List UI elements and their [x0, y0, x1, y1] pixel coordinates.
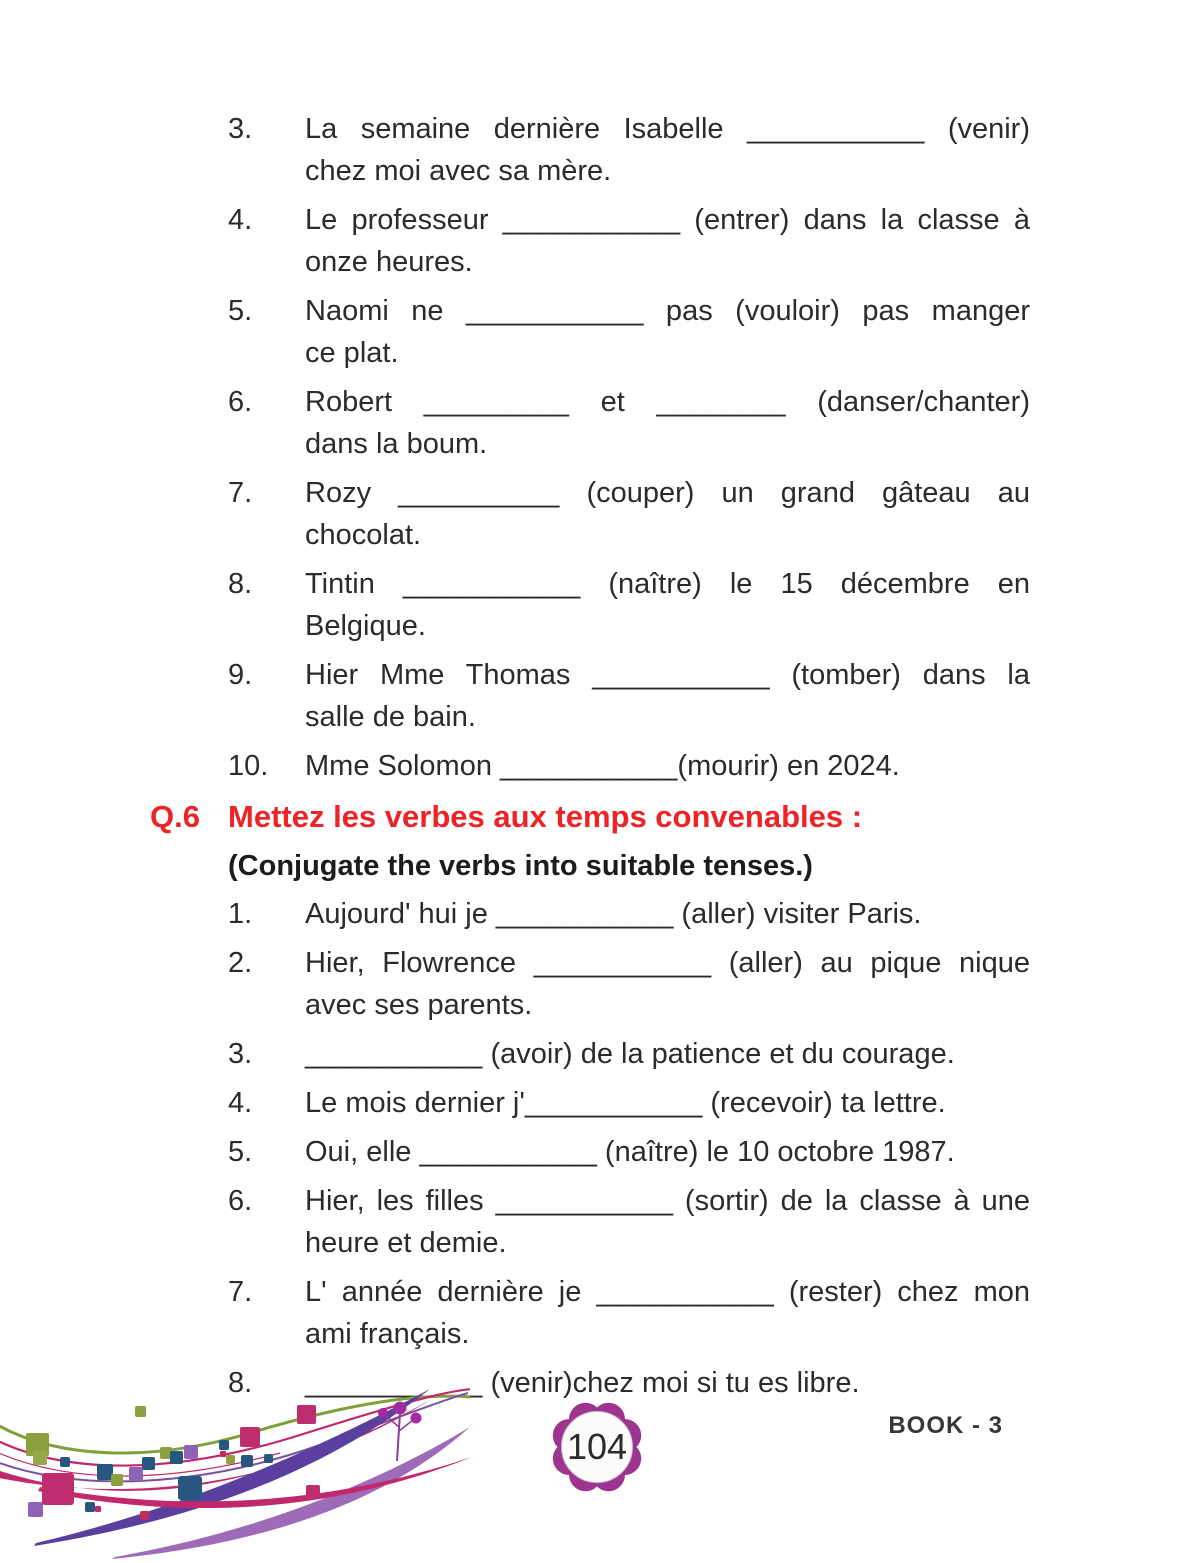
item-text [305, 893, 1030, 935]
exercise-item [228, 1131, 1030, 1173]
q6-exercise-list [228, 893, 1030, 1404]
item-line: Hier, les filles ___________ (sortir) de la classe à une [305, 1185, 1030, 1217]
exercise-item [228, 1033, 1030, 1075]
exercise-item [228, 199, 1030, 283]
page-number: 104 [566, 1426, 628, 1467]
item-number: 10. [228, 750, 269, 782]
item-number: 6. [228, 386, 253, 418]
item-line: Naomi ne ___________ pas (vouloir) pas manger [305, 295, 1030, 327]
item-line: Hier, Flowrence ___________ (aller) au pique nique [305, 947, 1030, 979]
item-line: onze heures. [305, 246, 473, 278]
exercise-item [228, 1082, 1030, 1124]
item-text [305, 1131, 1030, 1173]
item-line: ___________ (venir)chez moi si tu es libre. [305, 1367, 860, 1399]
item-line: Aujourd' hui je ___________ (aller) visiter Paris. [305, 898, 922, 930]
item-text [305, 199, 1030, 283]
item-text [305, 1180, 1030, 1264]
item-number: 3. [228, 1038, 253, 1070]
item-number: 2. [228, 947, 253, 979]
item-number: 3. [228, 113, 253, 145]
item-number: 8. [228, 1367, 253, 1399]
exercise-item [228, 290, 1030, 374]
item-line: dans la boum. [305, 428, 488, 460]
q6-subtitle: (Conjugate the verbs into suitable tenses.) [228, 850, 813, 882]
item-text [305, 654, 1030, 738]
item-line: La semaine dernière Isabelle ___________ (venir) [305, 113, 1030, 145]
item-line: ___________ (avoir) de la patience et du courage. [305, 1038, 955, 1070]
item-line: Oui, elle ___________ (naître) le 10 octobre 1987. [305, 1136, 955, 1168]
item-number: 4. [228, 204, 253, 236]
item-number: 7. [228, 477, 253, 509]
item-line: salle de bain. [305, 701, 476, 733]
item-line: heure et demie. [305, 1227, 507, 1259]
item-number: 5. [228, 295, 253, 327]
item-text [305, 1033, 1030, 1075]
item-number: 6. [228, 1185, 253, 1217]
item-text [305, 1271, 1030, 1355]
item-line: ce plat. [305, 337, 399, 369]
exercise-item [228, 108, 1030, 192]
item-text [305, 745, 1030, 787]
exercise-item [228, 654, 1030, 738]
item-line: Le mois dernier j'___________ (recevoir) ta lettre. [305, 1087, 946, 1119]
item-text [305, 108, 1030, 192]
exercise-item [228, 893, 1030, 935]
exercise-item [228, 381, 1030, 465]
exercise-item [228, 942, 1030, 1026]
item-line: Le professeur ___________ (entrer) dans la classe à [305, 204, 1030, 236]
exercise-item [228, 472, 1030, 556]
item-number: 9. [228, 659, 253, 691]
item-number: 5. [228, 1136, 253, 1168]
page-number-badge [549, 1399, 645, 1495]
item-line: chez moi avec sa mère. [305, 155, 612, 187]
item-number: 7. [228, 1276, 253, 1308]
exercise-list-continued [228, 108, 1030, 787]
q6-title: Mettez les verbes aux temps convenables : [228, 799, 863, 834]
item-number: 1. [228, 898, 253, 930]
item-line: chocolat. [305, 519, 422, 551]
exercise-item [228, 1271, 1030, 1355]
item-line: L' année dernière je ___________ (rester) chez mon [305, 1276, 1030, 1308]
exercise-item [228, 745, 1030, 787]
item-line: Mme Solomon ___________(mourir) en 2024. [305, 750, 900, 782]
item-text [305, 1082, 1030, 1124]
exercise-item [228, 563, 1030, 647]
item-line: Tintin ___________ (naître) le 15 décembre en [305, 568, 1030, 600]
item-line: avec ses parents. [305, 989, 533, 1021]
item-line: Hier Mme Thomas ___________ (tomber) dans la [305, 659, 1030, 691]
item-text [305, 563, 1030, 647]
item-line: ami français. [305, 1318, 470, 1350]
item-line: Robert _________ et ________ (danser/chanter) [305, 386, 1030, 418]
item-text [305, 381, 1030, 465]
item-line: Rozy __________ (couper) un grand gâteau au [305, 477, 1030, 509]
swoosh-squares-decoration-icon [0, 1383, 470, 1563]
book-label: BOOK - 3 [888, 1412, 1003, 1439]
item-text [305, 942, 1030, 1026]
item-text [305, 472, 1030, 556]
item-number: 4. [228, 1087, 253, 1119]
item-line: Belgique. [305, 610, 426, 642]
item-number: 8. [228, 568, 253, 600]
q6-heading [150, 794, 1030, 840]
q6-label: Q.6 [150, 799, 200, 834]
item-text [305, 290, 1030, 374]
exercise-item [228, 1180, 1030, 1264]
